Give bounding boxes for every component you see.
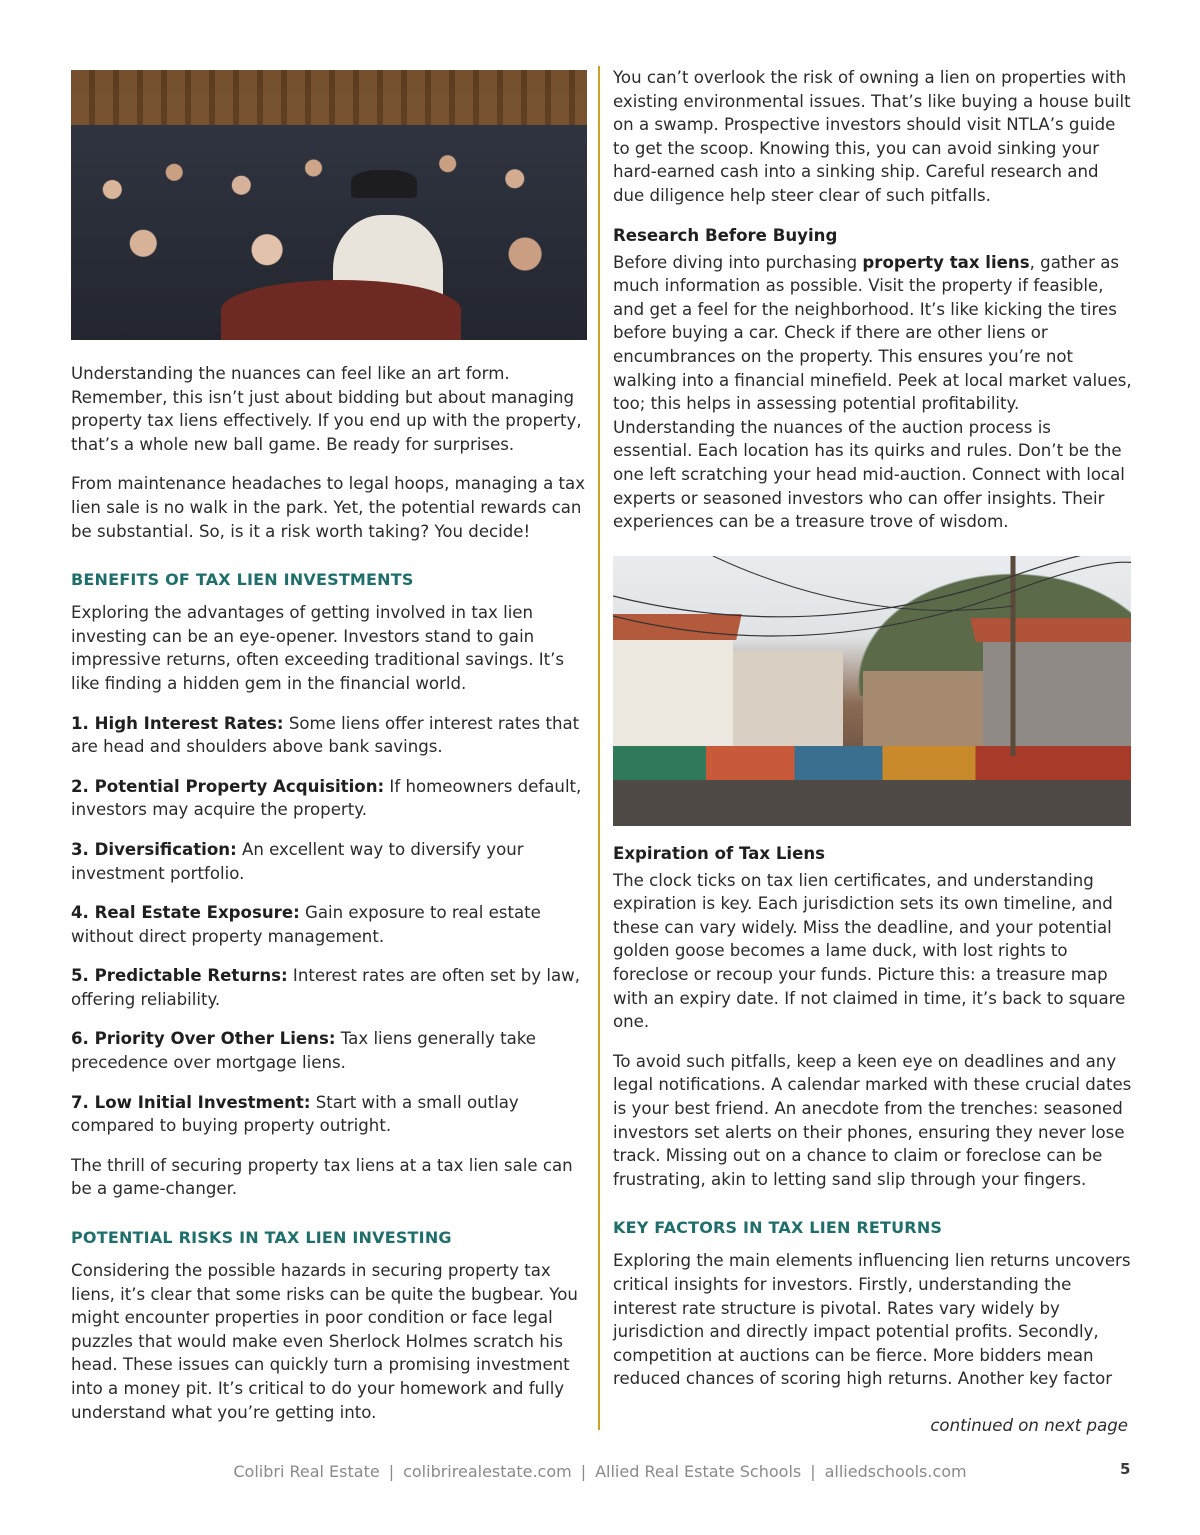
risks-heading: POTENTIAL RISKS IN TAX LIEN INVESTING: [71, 1228, 452, 1248]
right-column: [613, 66, 1133, 1391]
expiration-paragraph-1: The clock ticks on tax lien certificates, and understanding expiration is key. Each jurisdiction sets its own timeline, and these can vary widely. Miss the deadline, and your potential golden goose becomes a lame duck, with lost rights to foreclose or recoup your funds. Picture this: a treasure map with an expiry date. If not claimed in time, it’s back to square one.: [613, 870, 1126, 1032]
benefit-item: 6. Priority Over Other Liens: Tax liens generally take precedence over mortgage liens.: [71, 1029, 536, 1073]
footer-separator: |: [810, 1462, 816, 1481]
left-column: [71, 66, 587, 1424]
footer: [0, 1462, 1200, 1481]
column-divider: [598, 66, 600, 1430]
research-heading: Research Before Buying: [613, 225, 838, 245]
village-street-photo: [613, 556, 1131, 826]
page-number: 5: [1120, 1460, 1131, 1478]
benefits-closing: The thrill of securing property tax liens at a tax lien sale can be a game-changer.: [71, 1155, 573, 1199]
benefit-item: 4. Real Estate Exposure: Gain exposure to real estate without direct property management.: [71, 903, 541, 946]
auction-hall-photo: [71, 70, 587, 340]
environment-paragraph: You can’t overlook the risk of owning a lien on properties with existing environmental issues. That’s like buying a house built on a swamp. Prospective investors should visit NTLA’s guide to get the scoop. Knowing this, you can avoid sinking your hard-earned cash into a sinking ship. Careful research and due diligence help steer clear of such pitfalls.: [613, 68, 1131, 205]
footer-separator: |: [580, 1462, 587, 1481]
footer-item: Colibri Real Estate: [233, 1462, 380, 1481]
expiration-heading: Expiration of Tax Liens: [613, 843, 826, 863]
benefit-item: 7. Low Initial Investment: Start with a small outlay compared to buying property outright.: [71, 1092, 519, 1136]
footer-separator: |: [388, 1462, 395, 1481]
benefit-item: 1. High Interest Rates: Some liens offer interest rates that are head and shoulders above bank savings.: [71, 713, 580, 757]
footer-item: Allied Real Estate Schools: [595, 1462, 802, 1481]
benefits-heading: BENEFITS OF TAX LIEN INVESTMENTS: [71, 570, 414, 590]
continued-note: continued on next page: [930, 1416, 1128, 1435]
risks-paragraph: Considering the possible hazards in securing property tax liens, it’s clear that some risks can be quite the bugbear. You might encounter properties in poor condition or face legal puzzles that would make even Sherlock Holmes scratch his head. These issues can quickly turn a promising investment into a money pit. It’s critical to do your homework and fully understand what you’re getting into.: [71, 1261, 578, 1422]
benefit-item: 3. Diversification: An excellent way to diversify your investment portfolio.: [71, 839, 524, 883]
key-factors-paragraph: Exploring the main elements influencing lien returns uncovers critical insights for investors. Firstly, understanding the interest rate structure is pivotal. Rates vary widely by jurisdiction and directly impact potential profits. Secondly, competition at auctions can be fierce. More bidders mean reduced chances of scoring high returns. Another key factor: [613, 1251, 1131, 1389]
benefit-item: 2. Potential Property Acquisition: If homeowners default, investors may acquire the property.: [71, 776, 582, 820]
footer-link[interactable]: alliedschools.com: [824, 1462, 967, 1481]
intro-paragraph-2: From maintenance headaches to legal hoops, managing a tax lien sale is no walk in the park. Yet, the potential rewards can be substantial. So, is it a risk worth taking? You decide!: [71, 474, 586, 541]
expiration-paragraph-2: To avoid such pitfalls, keep a keen eye on deadlines and any legal notifications. A calendar marked with these crucial dates is your best friend. An anecdote from the trenches: seasoned investors set alerts on their phones, ensuring they never lose track. Missing out on a chance to claim or foreclose can be frustrating, akin to letting sand slip through your fingers.: [613, 1051, 1132, 1189]
footer-link[interactable]: colibrirealestate.com: [403, 1462, 572, 1481]
intro-paragraph-1: Understanding the nuances can feel like an art form. Remember, this isn’t just about bidding but about managing property tax liens effectively. If you end up with the property, that’s a whole new ball game. Be ready for surprises.: [71, 364, 582, 454]
benefits-intro: Exploring the advantages of getting involved in tax lien investing can be an eye-opener. Investors stand to gain impressive returns, often exceeding traditional savings. It’s like finding a hidden gem in the financial world.: [71, 603, 565, 693]
benefit-item: 5. Predictable Returns: Interest rates are often set by law, offering reliability.: [71, 966, 580, 1009]
key-factors-heading: KEY FACTORS IN TAX LIEN RETURNS: [613, 1218, 943, 1238]
research-paragraph: Before diving into purchasing property tax liens, gather as much information as possible. Visit the property if feasible, and get a feel for the neighborhood. It’s like kicking the tires before buying a car. Check if there are other liens or encumbrances on the property. This ensures you’re not walking into a financial minefield. Peek at local market values, too; this helps in assessing potential profitability. Understanding the nuances of the auction process is essential. Each location has its quirks and rules. Don’t be the one left scratching your head mid-auction. Connect with local experts or seasoned investors who can offer insights. Their experiences can be a treasure trove of wisdom.: [613, 252, 1132, 532]
